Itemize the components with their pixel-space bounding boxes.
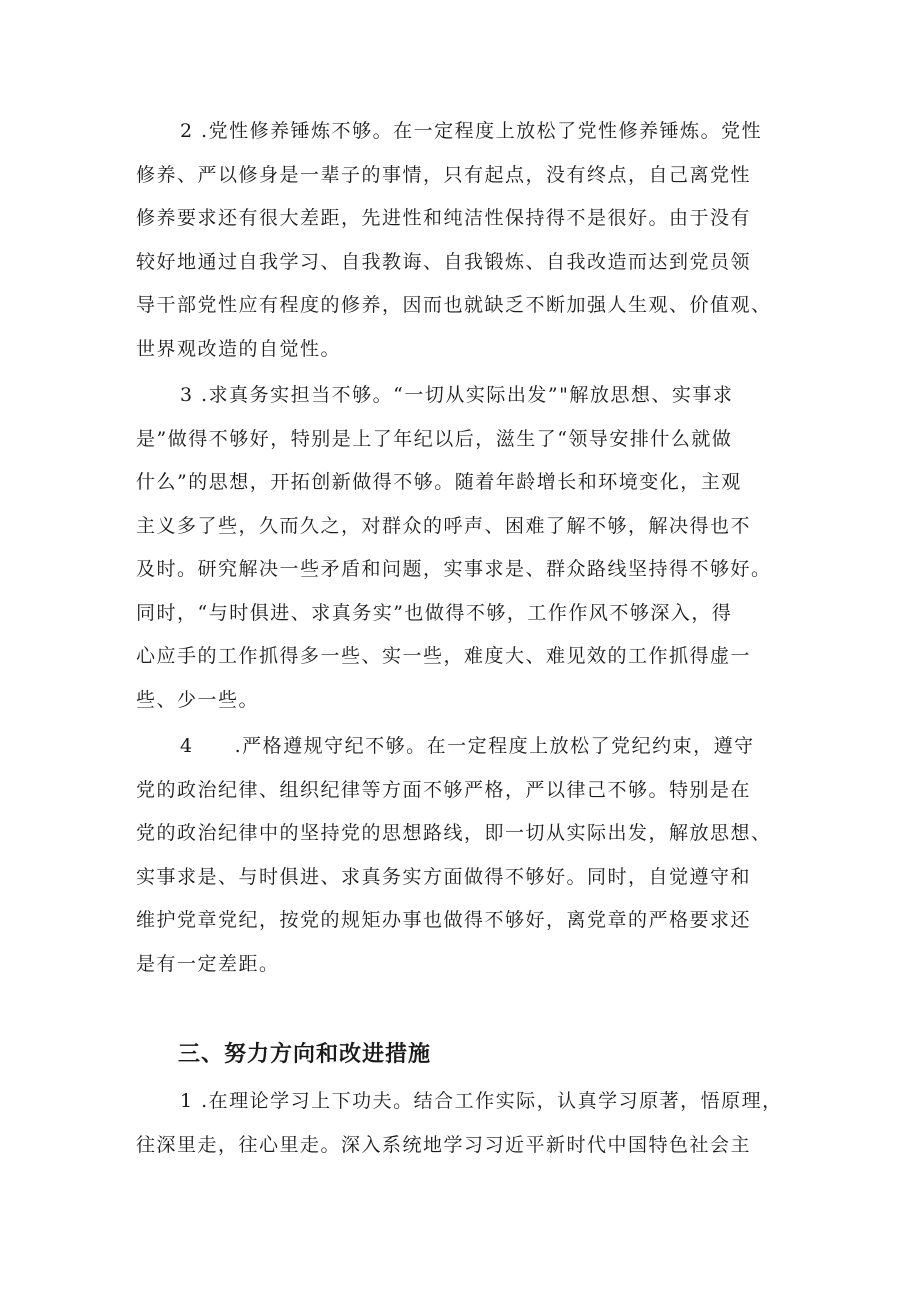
paragraph-line: 导干部党性应有程度的修养，因而也就缺乏不断加强人生观、价值观、	[136, 294, 772, 316]
paragraph-line: 党的政治纪律、组织纪律等方面不够严格，严以律己不够。特别是在	[136, 778, 752, 801]
paragraph-line: 同时，“与时俱进、求真务实”也做得不够，工作作风不够深入，得	[136, 601, 733, 624]
paragraph-line: 是”做得不够好，特别是上了年纪以后，滋生了“领导安排什么就做	[136, 427, 733, 450]
paragraph-line: 2 .党性修养锤炼不够。在一定程度上放松了党性修养锤炼。党性	[180, 120, 763, 142]
paragraph-line: 3 .求真务实担当不够。“一切从实际出发”"解放思想、实事求	[180, 384, 734, 406]
paragraph-line: 维护党章党纪，按党的规矩办事也做得不够好，离党章的严格要求还	[136, 909, 752, 931]
paragraph-line: 修养、严以修身是一辈子的事情，只有起点，没有终点，自己离党性	[136, 163, 752, 186]
paragraph-line: 4 .严格遵规守纪不够。在一定程度上放松了党纪约束，遵守	[180, 735, 755, 757]
paragraph-theory-study	[136, 1080, 783, 1167]
paragraph-line: 及时。研究解决一些矛盾和问题，实事求是、群众路线坚持得不够好。	[136, 558, 772, 580]
paragraph-line: 主义多了些，久而久之，对群众的呼声、困难了解不够，解决得也不	[136, 514, 752, 537]
paragraph-line: 心应手的工作抓得多一些、实一些，难度大、难见效的工作抓得虚一	[136, 645, 752, 667]
paragraph-line: 世界观改造的自觉性。	[136, 337, 342, 360]
paragraph-pragmatism	[136, 374, 772, 722]
paragraph-line: 较好地通过自我学习、自我教诲、自我锻炼、自我改造而达到党员领	[136, 250, 752, 273]
paragraph-line: 修养要求还有很大差距，先进性和纯洁性保持得不是很好。由于没有	[136, 207, 752, 229]
paragraph-line: 些、少一些。	[136, 688, 260, 711]
paragraph-party-spirit	[136, 110, 772, 371]
paragraph-line: 是有一定差距。	[136, 952, 280, 975]
paragraph-line: 党的政治纪律中的坚持党的思想路线，即一切从实际出发，解放思想、	[136, 822, 772, 844]
paragraph-line: 实事求是、与时俱进、求真务实方面做得不够好。同时，自觉遵守和	[136, 865, 752, 888]
paragraph-discipline	[136, 725, 772, 986]
paragraph-line: 1 .在理论学习上下功夫。结合工作实际，认真学习原著，悟原理，	[180, 1090, 783, 1112]
paragraph-line: 往深里走，往心里走。深入系统地学习习近平新时代中国特色社会主	[136, 1133, 752, 1156]
section-heading: 三、努力方向和改进措施	[178, 1042, 432, 1067]
paragraph-line: 什么”的思想，开拓创新做得不够。随着年龄增长和环境变化，主观	[136, 471, 742, 493]
